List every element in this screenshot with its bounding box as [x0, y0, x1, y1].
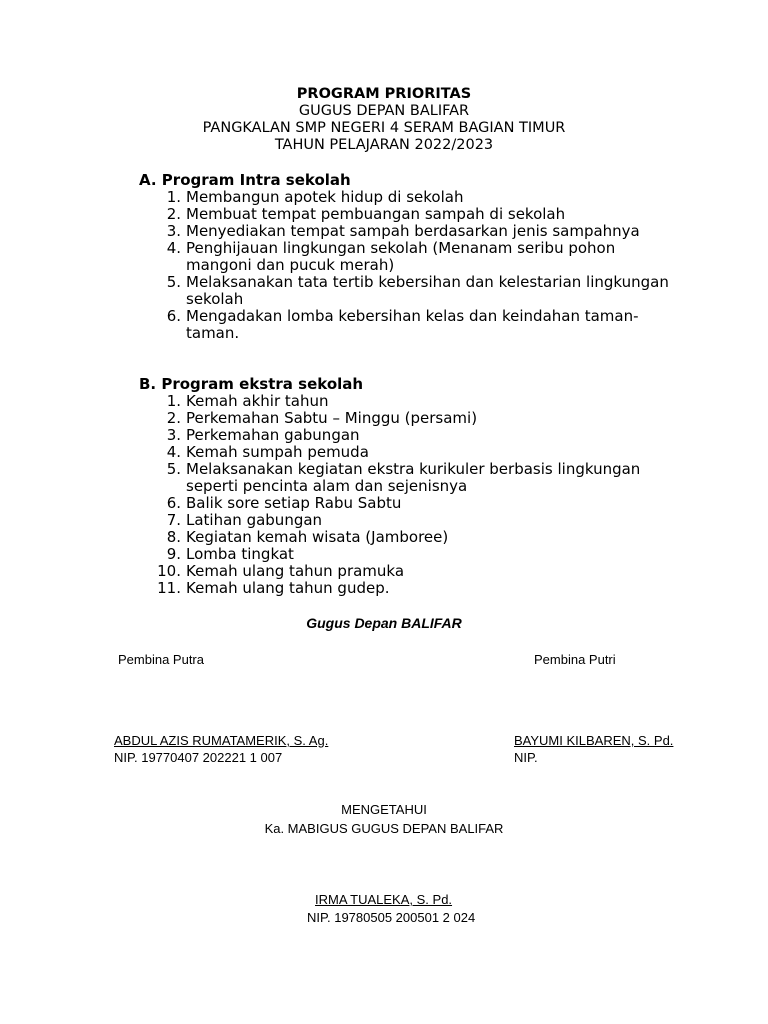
list-item-number: 5. [166, 460, 181, 478]
list-item-number: 7. [166, 511, 181, 529]
list-item-number: 11. [157, 579, 181, 597]
list-item-number: 8. [166, 528, 181, 546]
header-line-year: TAHUN PELAJARAN 2022/2023 [274, 137, 494, 153]
pembina-putri-label: Pembina Putri [534, 652, 616, 667]
list-item [139, 461, 679, 495]
list-item-number: 6. [166, 494, 181, 512]
list-item-number: 2. [166, 409, 181, 427]
list-item-text: Latihan gabungan [186, 511, 323, 529]
list-item-text: Melaksanakan tata tertib kebersihan dan kelestarian lingkungan sekolah [186, 273, 669, 308]
list-item [139, 444, 679, 461]
list-item-number: 1. [166, 392, 181, 410]
section-a-list [139, 189, 679, 342]
document-title: PROGRAM PRIORITAS [296, 86, 472, 102]
header-line-school: PANGKALAN SMP NEGERI 4 SERAM BAGIAN TIMUR [202, 120, 566, 136]
list-item-text: Perkemahan gabungan [186, 426, 360, 444]
ka-mabigus-label: Ka. MABIGUS GUGUS DEPAN BALIFAR [264, 821, 504, 836]
list-item-text: Kemah ulang tahun gudep. [186, 579, 390, 597]
list-item-number: 4. [166, 239, 181, 257]
list-item [139, 512, 679, 529]
gugus-depan-label: Gugus Depan BALIFAR [306, 615, 462, 631]
list-item-text: Kemah akhir tahun [186, 392, 329, 410]
document-header [0, 86, 768, 154]
list-item-text: Mengadakan lomba kebersihan kelas dan keindahan taman-taman. [186, 307, 639, 342]
list-item-number: 3. [166, 222, 181, 240]
pembina-putra-label: Pembina Putra [118, 652, 204, 667]
list-item [139, 189, 679, 206]
list-item [139, 308, 679, 342]
list-item-text: Balik sore setiap Rabu Sabtu [186, 494, 402, 512]
list-item-text: Menyediakan tempat sampah berdasarkan jenis sampahnya [186, 222, 640, 240]
section-a-title: A. Program Intra sekolah [139, 171, 351, 189]
list-item-text: Kegiatan kemah wisata (Jamboree) [186, 528, 449, 546]
list-item [139, 393, 679, 410]
list-item [139, 529, 679, 546]
list-item [139, 546, 679, 563]
list-item [139, 206, 679, 223]
list-item [139, 223, 679, 240]
list-item-text: Membangun apotek hidup di sekolah [186, 188, 464, 206]
list-item-text: Kemah ulang tahun pramuka [186, 562, 405, 580]
pembina-putra-nip: NIP. 19770407 202221 1 007 [114, 750, 283, 765]
mengetahui-label: MENGETAHUI [341, 802, 427, 817]
list-item-text: Lomba tingkat [186, 545, 294, 563]
list-item-number: 2. [166, 205, 181, 223]
list-item-number: 10. [157, 562, 181, 580]
pembina-putra-name: ABDUL AZIS RUMATAMERIK, S. Ag. [114, 733, 329, 748]
section-b-list [139, 393, 679, 597]
ka-mabigus-nip: NIP. 19780505 200501 2 024 [307, 910, 476, 925]
list-item [139, 563, 679, 580]
ka-mabigus-name: IRMA TUALEKA, S. Pd. [315, 892, 453, 907]
list-item-text: Penghijauan lingkungan sekolah (Menanam seribu pohon mangoni dan pucuk merah) [186, 239, 616, 274]
pembina-putri-nip: NIP. [514, 750, 538, 765]
list-item-number: 6. [166, 307, 181, 325]
list-item-number: 4. [166, 443, 181, 461]
list-item [139, 274, 679, 308]
list-item-text: Perkemahan Sabtu – Minggu (persami) [186, 409, 478, 427]
list-item [139, 580, 679, 597]
list-item [139, 495, 679, 512]
list-item [139, 240, 679, 274]
list-item-number: 5. [166, 273, 181, 291]
section-b-title: B. Program ekstra sekolah [139, 375, 364, 393]
list-item-number: 3. [166, 426, 181, 444]
list-item-number: 9. [166, 545, 181, 563]
list-item-number: 1. [166, 188, 181, 206]
header-line-group: GUGUS DEPAN BALIFAR [298, 103, 470, 119]
list-item-text: Membuat tempat pembuangan sampah di sekolah [186, 205, 566, 223]
list-item-text: Melaksanakan kegiatan ekstra kurikuler berbasis lingkungan seperti pencinta alam dan sejenisnya [186, 460, 641, 495]
list-item-text: Kemah sumpah pemuda [186, 443, 369, 461]
list-item [139, 427, 679, 444]
list-item [139, 410, 679, 427]
pembina-putri-name: BAYUMI KILBAREN, S. Pd. [514, 733, 674, 748]
